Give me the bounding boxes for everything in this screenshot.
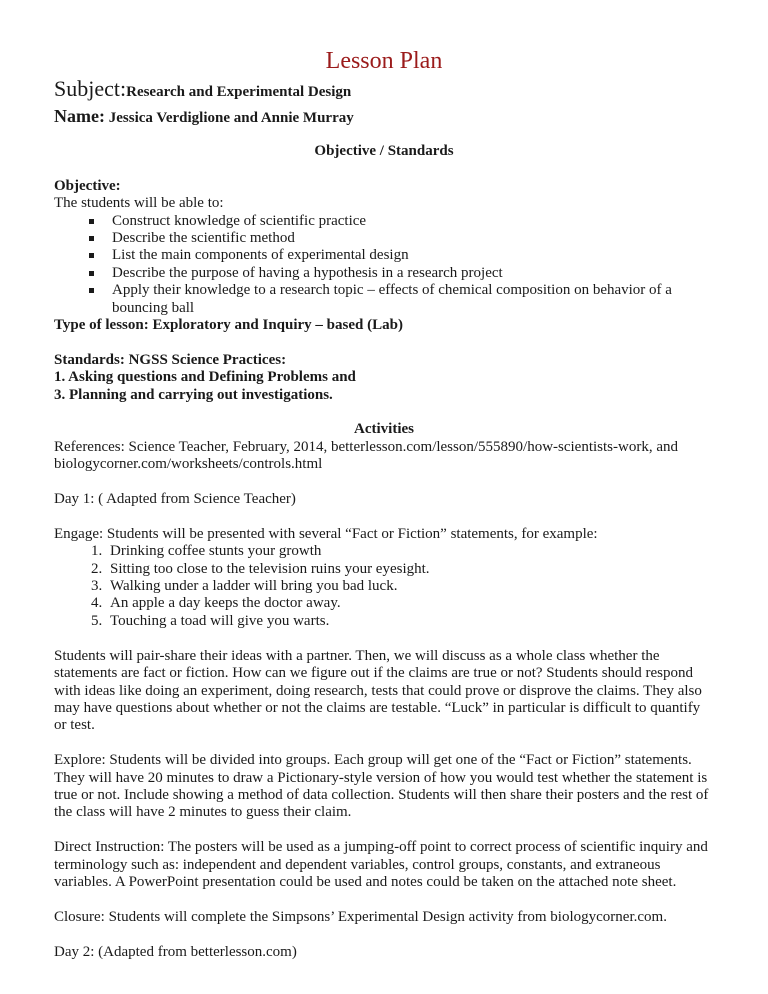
subject-label: Subject:: [54, 76, 127, 101]
pair-share-paragraph: Students will pair-share their ideas with a partner. Then, we will discuss as a whole class whether the statements are fact or fiction. How can we figure out if the claims are true or not? Students should respond with ideas like doing an experiment, doing research, tests that could prove or disprove the claims. They also may have questions about whether or not the claims are testable. “Luck” in particular is difficult to quantify or test.: [54, 647, 702, 734]
explore-paragraph: Explore: Students will be divided into groups. Each group will get one of the “Fact or Fiction” statements. They will have 20 minutes to draw a Pictionary-style version of how you would test whether the statement is true or not. Include showing a method of data collection. Students will then share their posters and the rest of the class will have 2 minutes to guess their claim.: [54, 752, 709, 821]
objective-item: Construct knowledge of scientific practice: [112, 213, 714, 230]
statement-item: 4. An apple a day keeps the doctor away.: [106, 595, 714, 612]
statement-item: 5. Touching a toad will give you warts.: [106, 613, 714, 630]
section-heading-activities: Activities: [354, 421, 414, 438]
type-of-lesson: Type of lesson: Exploratory and Inquiry – based (Lab): [54, 317, 403, 334]
name-label: Name:: [54, 106, 105, 126]
objective-intro: The students will be able to:: [54, 195, 224, 212]
statements-list: [54, 543, 714, 630]
standards-heading: Standards: NGSS Science Practices:: [54, 351, 287, 368]
statement-item: 2. Sitting too close to the television ruins your eyesight.: [106, 561, 714, 578]
closure-paragraph: Closure: Students will complete the Simpsons’ Experimental Design activity from biologycorner.com.: [54, 908, 667, 925]
standard-item: 3. Planning and carrying out investigations.: [54, 386, 333, 403]
name-value: Jessica Verdiglione and Annie Murray: [104, 110, 354, 126]
document-title: Lesson Plan: [325, 48, 443, 74]
engage-paragraph: Engage: Students will be presented with several “Fact or Fiction” statements, for example:: [54, 525, 598, 542]
objective-heading: Objective:: [54, 177, 121, 194]
subject-line: [54, 76, 714, 105]
objective-item: Apply their knowledge to a research topic – effects of chemical composition on behavior of a bouncing ball: [112, 282, 714, 317]
day2-heading: Day 2: (Adapted from betterlesson.com): [54, 943, 297, 960]
subject-value: Research and Experimental Design: [126, 84, 352, 100]
standard-item: 1. Asking questions and Defining Problems and: [54, 369, 356, 386]
statement-item: 1. Drinking coffee stunts your growth: [106, 543, 714, 560]
objectives-list: [54, 213, 714, 317]
direct-instruction-paragraph: Direct Instruction: The posters will be used as a jumping-off point to correct process of scientific inquiry and terminology such as: independent and dependent variables, control groups, constants, and extraneous variables. A PowerPoint presentation could be used and notes could be taken on the attached note sheet.: [54, 839, 708, 890]
day1-heading: Day 1: ( Adapted from Science Teacher): [54, 491, 296, 508]
objective-item: Describe the scientific method: [112, 230, 714, 247]
objective-item: Describe the purpose of having a hypothesis in a research project: [112, 265, 714, 282]
objective-item: List the main components of experimental design: [112, 247, 714, 264]
references-paragraph: References: Science Teacher, February, 2014, betterlesson.com/lesson/555890/how-scientists-work, and biologycorner.com/worksheets/controls.html: [54, 438, 679, 473]
section-heading-objective-standards: Objective / Standards: [314, 143, 454, 159]
statement-item: 3. Walking under a ladder will bring you bad luck.: [106, 578, 714, 595]
name-line: [54, 105, 714, 129]
